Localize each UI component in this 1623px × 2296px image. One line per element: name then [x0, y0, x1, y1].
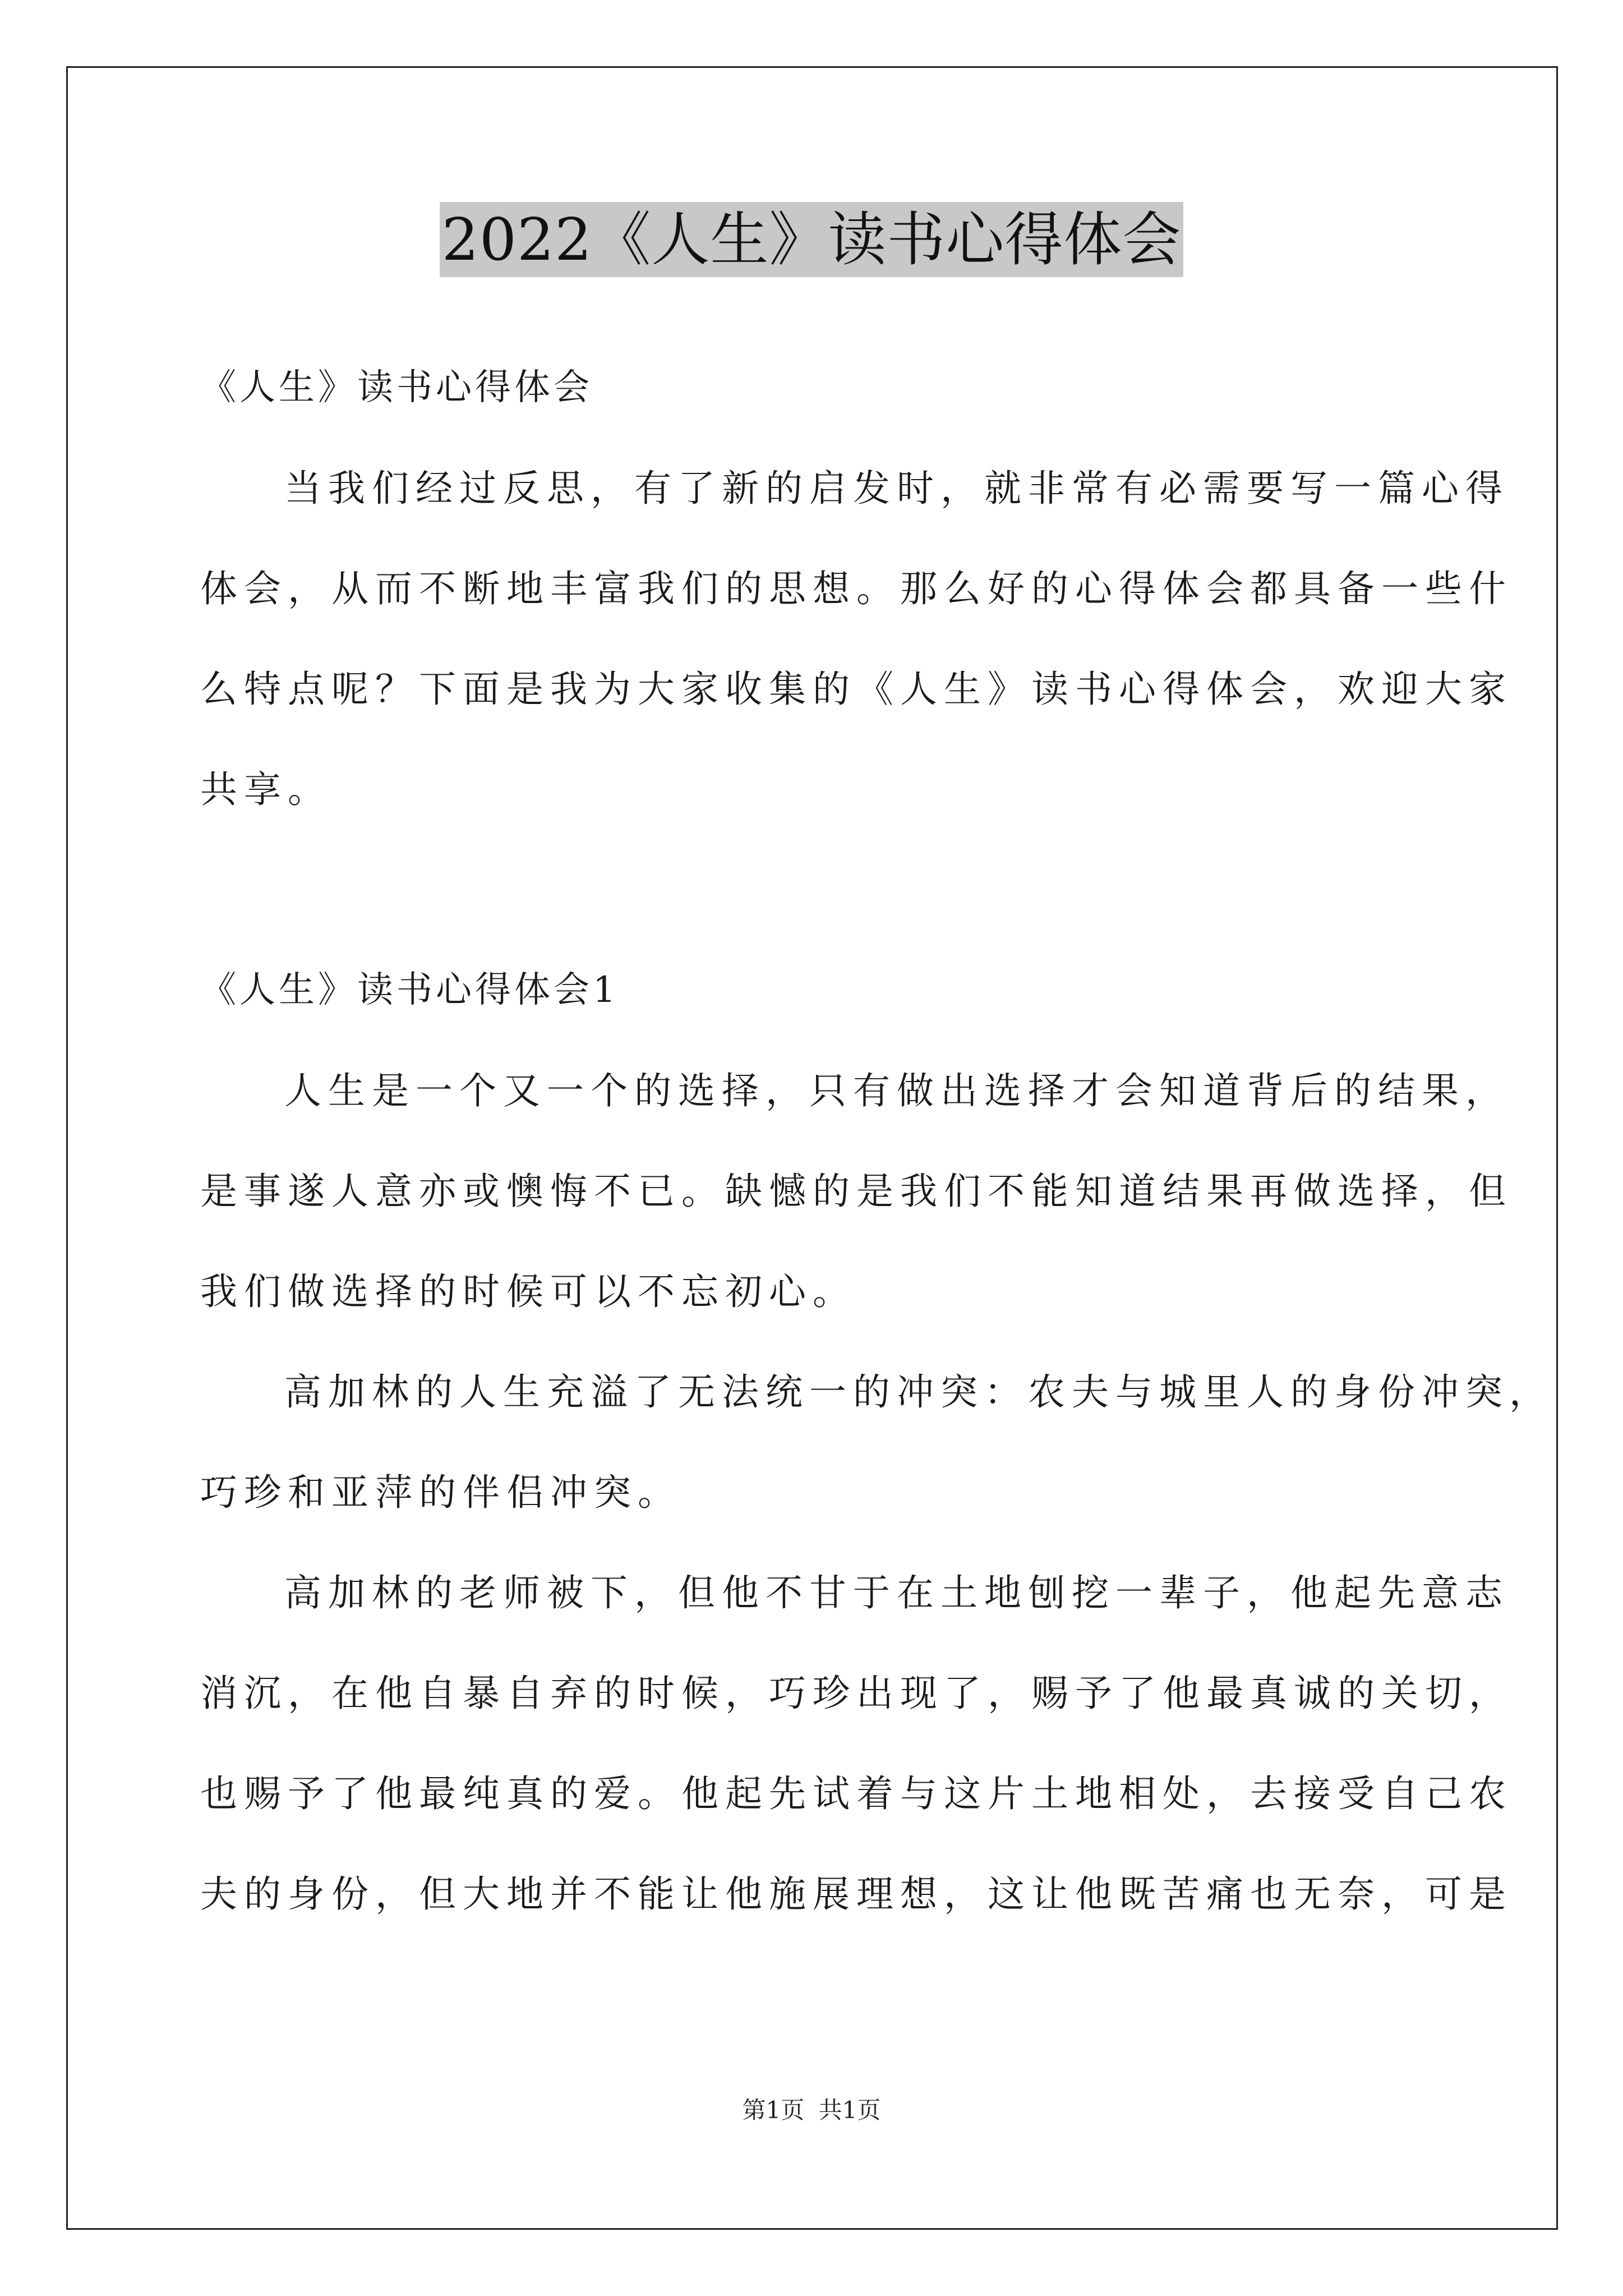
paragraph-line: 高加林的老师被下，但他不甘于在土地刨挖一辈子，他起先意志 [284, 1571, 1509, 1614]
page-number-total: 共1页 [818, 2096, 881, 2124]
paragraph-line: 夫的身份，但大地并不能让他施展理想，这让他既苦痛也无奈，可是 [200, 1872, 1513, 1916]
paragraph-line: 是事遂人意亦或懊悔不已。缺憾的是我们不能知道结果再做选择，但 [200, 1170, 1513, 1213]
document-title: 2022《人生》读书心得体会 [440, 202, 1184, 277]
paragraph-3 [200, 1543, 1513, 1944]
paragraph-1 [200, 1041, 1513, 1342]
paragraph-line: 共享。 [200, 768, 331, 811]
page-footer [0, 2093, 1623, 2127]
intro-paragraph [200, 438, 1513, 840]
paragraph-line: 我们做选择的时候可以不忘初心。 [200, 1270, 856, 1313]
paragraph-line: 消沉，在他自暴自弃的时候，巧珍出现了，赐予了他最真诚的关切， [200, 1672, 1513, 1715]
paragraph-line: 也赐予了他最纯真的爱。他起先试着与这片土地相处，去接受自己农 [200, 1772, 1513, 1815]
section-heading: 《人生》读书心得体会1 [200, 969, 619, 1011]
paragraph-line: 么特点呢？下面是我为大家收集的《人生》读书心得体会，欢迎大家 [200, 668, 1513, 711]
intro-heading: 《人生》读书心得体会 [200, 367, 593, 408]
page-number-current: 第1页 [742, 2096, 805, 2124]
title-container [0, 202, 1623, 277]
paragraph-line: 当我们经过反思，有了新的启发时，就非常有必需要写一篇心得 [284, 467, 1509, 510]
paragraph-line: 巧珍和亚萍的伴侣冲突。 [200, 1471, 681, 1514]
paragraph-line: 体会，从而不断地丰富我们的思想。那么好的心得体会都具备一些什 [200, 567, 1513, 610]
paragraph-line: 高加林的人生充溢了无法统一的冲突：农夫与城里人的身份冲突， [284, 1370, 1553, 1414]
paragraph-2 [200, 1342, 1553, 1543]
document-body [200, 338, 1553, 1944]
paragraph-line: 人生是一个又一个的选择，只有做出选择才会知道背后的结果， [284, 1069, 1509, 1112]
section-spacer [200, 840, 1445, 940]
